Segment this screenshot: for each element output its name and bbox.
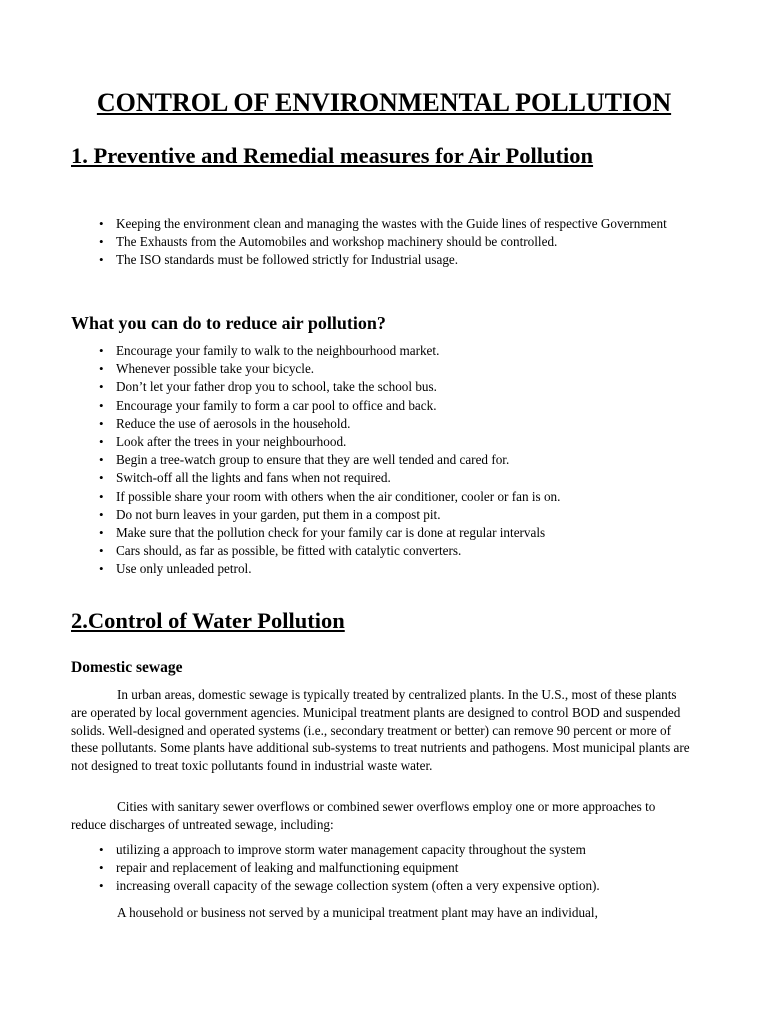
list-item: • Make sure that the pollution check for your family car is done at regular intervals bbox=[0, 524, 768, 542]
list-item: • Do not burn leaves in your garden, put them in a compost pit. bbox=[0, 506, 768, 524]
bullet-icon: • bbox=[99, 488, 104, 504]
bullet-icon: • bbox=[99, 878, 104, 894]
list-item: • utilizing a approach to improve storm water management capacity throughout the system bbox=[0, 841, 768, 859]
bullet-icon: • bbox=[99, 343, 104, 358]
bullet-icon: • bbox=[99, 216, 104, 231]
domestic-sewage-heading: Domestic sewage bbox=[71, 659, 183, 676]
bullet-icon: • bbox=[99, 234, 104, 250]
bullet-icon: • bbox=[99, 543, 104, 559]
bullet-icon: • bbox=[99, 525, 104, 541]
section-1-heading: 1. Preventive and Remedial measures for Air Pollution bbox=[71, 143, 594, 168]
sewer-approaches-list bbox=[0, 841, 768, 896]
section-1-subheading: What you can do to reduce air pollution? bbox=[71, 313, 386, 333]
bullet-icon: • bbox=[99, 415, 104, 431]
bullet-icon: • bbox=[99, 842, 104, 857]
bullet-icon: • bbox=[99, 379, 104, 395]
list-item: • The Exhausts from the Automobiles and workshop machinery should be controlled. bbox=[0, 233, 768, 251]
bullet-icon: • bbox=[99, 470, 104, 486]
list-item: • Keeping the environment clean and managing the wastes with the Guide lines of respective Government bbox=[0, 215, 768, 233]
section-2-heading: 2.Control of Water Pollution bbox=[71, 608, 345, 633]
list-item: • Reduce the use of aerosols in the household. bbox=[0, 415, 768, 433]
list-item: • Whenever possible take your bicycle. bbox=[0, 360, 768, 378]
bullet-icon: • bbox=[99, 860, 104, 876]
list-item: • Begin a tree-watch group to ensure that they are well tended and cared for. bbox=[0, 451, 768, 469]
list-item: • Cars should, as far as possible, be fitted with catalytic converters. bbox=[0, 542, 768, 560]
sewer-overflow-paragraph: Cities with sanitary sewer overflows or combined sewer overflows employ one or more approaches to reduce discharges of untreated sewage, including: bbox=[71, 799, 656, 832]
bullet-icon: • bbox=[99, 434, 104, 450]
list-item: • If possible share your room with others when the air conditioner, cooler or fan is on. bbox=[0, 488, 768, 506]
section-1-bullet-list bbox=[0, 215, 768, 270]
bullet-icon: • bbox=[99, 561, 104, 577]
bullet-icon: • bbox=[99, 361, 104, 377]
list-item: • Encourage your family to walk to the neighbourhood market. bbox=[0, 342, 768, 360]
domestic-sewage-paragraph: In urban areas, domestic sewage is typically treated by centralized plants. In the U.S., most of these plants are operated by local government agencies. Municipal treatment plants are designed to control BOD and suspended solids. Well-designed and operated systems (i.e., secondary treatment or better) can remove 90 percent or more of these pollutants. Some plants have additional sub-systems to treat nutrients and pathogens. Most municipal plants are not designed to treat toxic pollutants found in industrial waste water. bbox=[71, 687, 690, 774]
household-paragraph: A household or business not served by a municipal treatment plant may have an individual, bbox=[117, 905, 598, 920]
list-item: • Don’t let your father drop you to school, take the school bus. bbox=[0, 378, 768, 396]
list-item: • Look after the trees in your neighbourhood. bbox=[0, 433, 768, 451]
list-item: • Switch-off all the lights and fans when not required. bbox=[0, 469, 768, 487]
bullet-icon: • bbox=[99, 252, 104, 268]
bullet-icon: • bbox=[99, 506, 104, 522]
list-item: • increasing overall capacity of the sewage collection system (often a very expensive option). bbox=[0, 877, 768, 895]
list-item: • Use only unleaded petrol. bbox=[0, 560, 768, 578]
reduce-air-pollution-list bbox=[0, 342, 768, 579]
bullet-icon: • bbox=[99, 397, 104, 413]
list-item: • The ISO standards must be followed strictly for Industrial usage. bbox=[0, 251, 768, 269]
document-title: CONTROL OF ENVIRONMENTAL POLLUTION bbox=[96, 88, 672, 117]
list-item: • repair and replacement of leaking and malfunctioning equipment bbox=[0, 859, 768, 877]
bullet-icon: • bbox=[99, 452, 104, 468]
list-item: • Encourage your family to form a car pool to office and back. bbox=[0, 397, 768, 415]
